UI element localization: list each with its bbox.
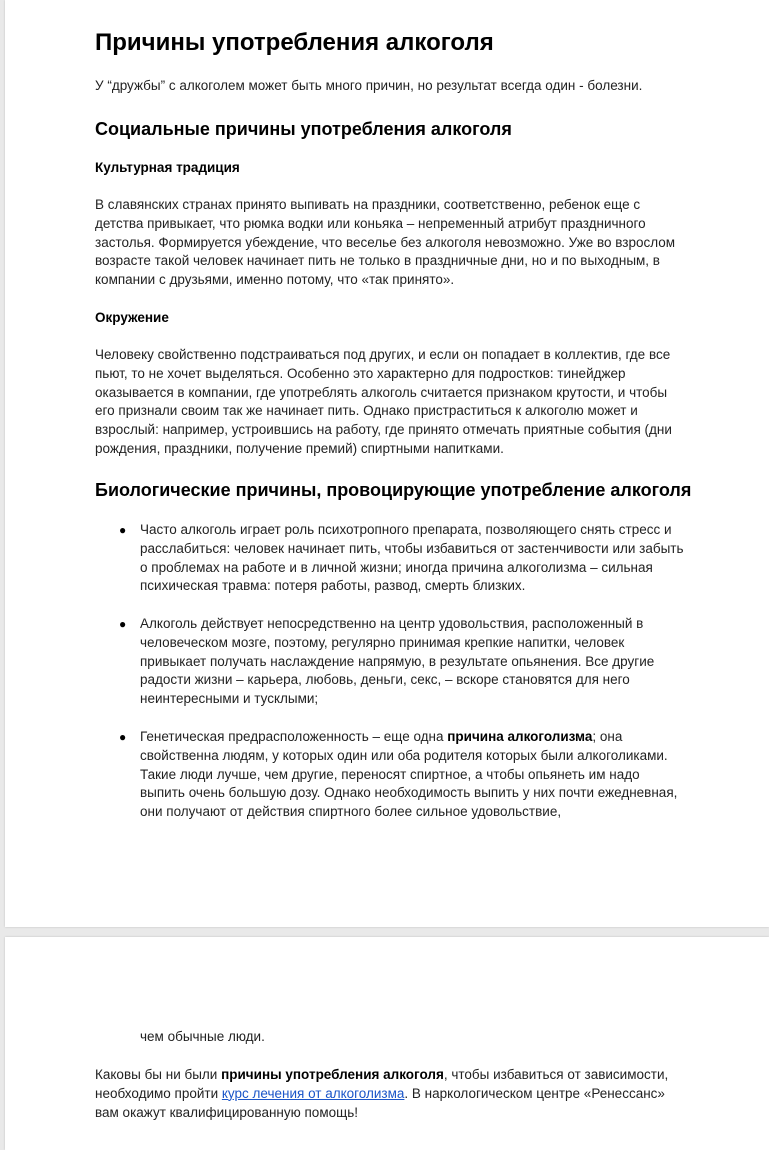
list-item-continuation: чем обычные люди.	[140, 1029, 265, 1044]
list-item	[140, 728, 687, 822]
list-item-bold-text: причина алкоголизма	[447, 729, 593, 744]
biological-causes-heading: Биологические причины, провоцирующие употребление алкоголя	[95, 480, 692, 500]
bullet-icon: ●	[119, 730, 127, 744]
conclusion-bold-text: причины употребления алкоголя	[221, 1067, 444, 1082]
bullet-icon: ●	[119, 617, 127, 631]
social-causes-heading: Социальные причины употребления алкоголя	[95, 119, 512, 139]
conclusion-paragraph	[95, 1066, 687, 1122]
conclusion-text: Каковы бы ни были	[95, 1067, 222, 1082]
treatment-course-link[interactable]: курс лечения от алкоголизма	[221, 1085, 405, 1101]
document-page-1	[5, 0, 769, 927]
cultural-tradition-paragraph: В славянских странах принято выпивать на праздники, соответственно, ребенок еще с детства привыкает, что рюмка водки или коньяка – непременный атрибут праздничного застолья. Формируется убеждение, что веселье без алкоголя невозможно. Уже во взрослом возрасте такой человек начинает пить не только в праздничные дни, но и по выходным, в компании с друзьями, именно потому, что «так принято».	[95, 197, 676, 288]
page-title: Причины употребления алкоголя	[95, 29, 494, 56]
conclusion-text: , чтобы избавиться от зависимости, необходимо пройти	[95, 1067, 669, 1101]
bullet-icon: ●	[119, 523, 127, 537]
list-item: Часто алкоголь играет роль психотропного препарата, позволяющего снять стресс и расслабиться: человек начинает пить, чтобы избавиться от застенчивости или забыть о проблемах на работе и в личной жизни; иногда причина алкоголизма – сильная психическая травма: потеря работы, развод, смерть близких.	[140, 522, 684, 594]
list-item-text: ; она свойственна людям, у которых один или оба родителя которых были алкоголиками. Такие люди лучше, чем другие, переносят спиртное, а чтобы опьянеть им надо выпить очень большую дозу. Однако необходимость выпить у них почти ежедневная, они получают от действия спиртного более сильное удовольствие,	[140, 729, 678, 820]
conclusion-text: . В наркологическом центре «Ренессанс» вам окажут квалифицированную помощь!	[95, 1085, 665, 1120]
list-item-text: Генетическая предрасположенность – еще одна	[140, 729, 448, 744]
intro-paragraph: У “дружбы” с алкоголем может быть много причин, но результат всегда один - болезни.	[95, 78, 643, 93]
cultural-tradition-heading: Культурная традиция	[95, 160, 240, 175]
list-item: Алкоголь действует непосредственно на центр удовольствия, расположенный в человеческом мозге, поэтому, регулярно принимая крепкие напитки, человек привыкает получать наслаждение напрямую, в результате опьянения. Все другие радости жизни – карьера, любовь, деньги, секс, – вскоре становятся для него неинтересными и тусклыми;	[140, 616, 655, 707]
environment-heading: Окружение	[95, 310, 169, 325]
document-page-2	[5, 937, 769, 1150]
environment-paragraph: Человеку свойственно подстраиваться под других, и если он попадает в коллектив, где все пьют, то не хочет выделяться. Особенно это характерно для подростков: тинейджер оказывается в компании, где употреблять алкоголь считается признаком крутости, и чтобы его признали своим так же начинает пить. Однако пристраститься к алкоголю может и взрослый: например, устроившись на работу, где принято отмечать приятные события (дни рождения, праздники, получение премий) спиртными напитками.	[95, 347, 672, 456]
